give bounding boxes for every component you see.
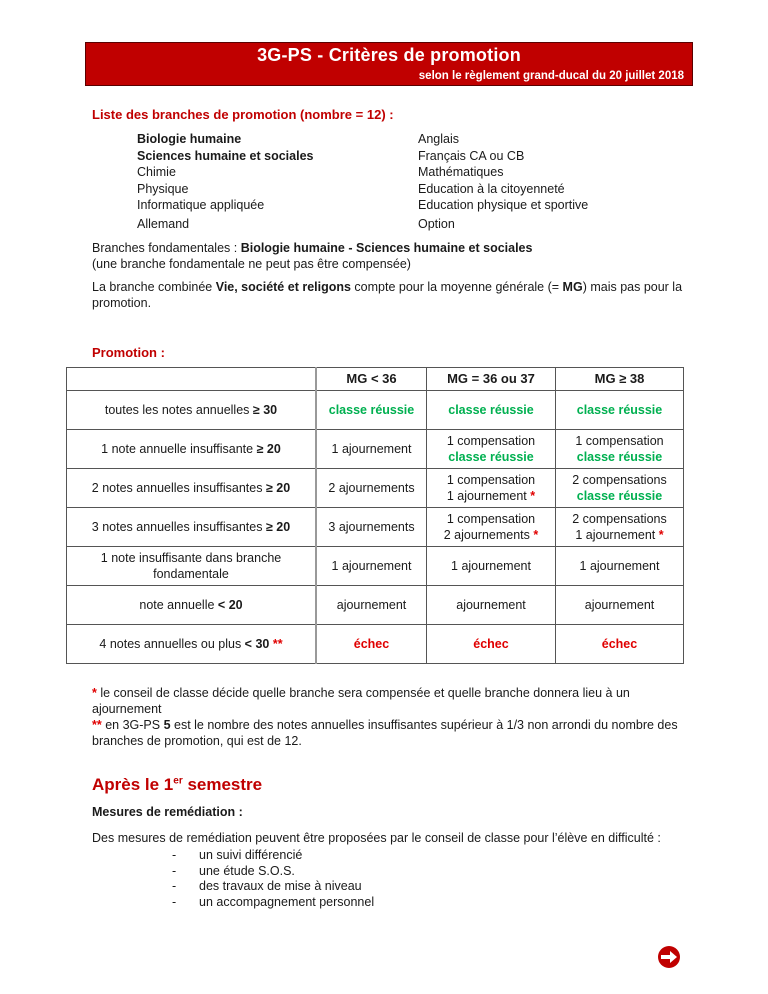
outcome-cell [316, 547, 427, 586]
table-row [67, 625, 684, 664]
criterion-text: toutes les notes annuelles [104, 403, 253, 417]
outcome-text: ajournement [584, 598, 655, 612]
footnote-one-text: le conseil de classe décide quelle branche sera compensée et quelle branche donnera lieu à un ajournement [92, 686, 630, 716]
outcome-text: ajournement [336, 598, 407, 612]
fundamentals-prefix: Branches fondamentales : [92, 241, 241, 255]
outcome-cell [427, 430, 556, 469]
footnote-marker: * [658, 528, 664, 542]
branches-heading: Liste des branches de promotion (nombre = 12) : [92, 107, 394, 122]
outcome-text: classe réussie [328, 403, 415, 417]
criterion-cell [67, 547, 317, 586]
criterion-cell [67, 508, 317, 547]
list-item-text: une étude S.O.S. [199, 863, 295, 878]
outcome-text: 1 compensation [575, 434, 664, 448]
outcome-text: 1 compensation [446, 512, 536, 526]
criterion-text: 1 note annuelle insuffisante [101, 442, 257, 456]
criterion-cell [67, 625, 317, 664]
branch-item: Mathématiques [418, 165, 504, 179]
column-header: MG = 36 ou 37 [427, 368, 556, 391]
combined-text-mid: compte pour la moyenne générale (= [350, 280, 563, 294]
page-title: 3G-PS - Critères de promotion [257, 45, 521, 65]
outcome-cell [316, 586, 427, 625]
fundamentals-branches: Biologie humaine - Sciences humaine et sociales [240, 241, 533, 255]
footnote-two-pre: en 3G-PS [101, 718, 164, 732]
branch-item: Option [418, 216, 455, 231]
bullet-dash: - [172, 879, 177, 893]
combined-text-pre: La branche combinée [92, 280, 216, 294]
outcome-cell [316, 430, 427, 469]
criterion-text: 4 notes annuelles ou plus [99, 637, 245, 651]
criterion-cell [67, 469, 317, 508]
outcome-cell [556, 430, 684, 469]
footnote-marker: ** [272, 637, 283, 651]
criterion-text: 1 note insuffisante dans branche fondamentale [100, 551, 282, 581]
outcome-text: 1 ajournement [575, 528, 656, 542]
column-header: MG < 36 [316, 368, 427, 391]
outcome-text: ajournement [456, 598, 526, 612]
branch-item: Sciences humaine et sociales [137, 148, 314, 163]
outcome-cell [556, 469, 684, 508]
footnote-two-number: 5 [163, 718, 171, 732]
criterion-threshold: < 30 [244, 637, 270, 651]
outcome-text: 2 compensations [572, 512, 667, 526]
outcome-text: échec [353, 637, 390, 651]
outcome-text: 2 ajournements [443, 528, 530, 542]
outcome-text: échec [473, 637, 509, 651]
outcome-cell [427, 547, 556, 586]
table-row [67, 547, 684, 586]
outcome-cell [556, 508, 684, 547]
criterion-threshold: < 20 [217, 598, 243, 612]
bullet-dash: - [172, 848, 177, 862]
criterion-text: 3 notes annuelles insuffisantes [91, 520, 266, 534]
list-item [172, 879, 374, 895]
outcome-text: 1 ajournement [579, 559, 660, 573]
outcome-text: 3 ajournements [328, 520, 415, 534]
footnote-marker: * [530, 489, 536, 503]
branch-item: Chimie [137, 165, 176, 179]
footnote-one [92, 685, 692, 717]
outcome-text: classe réussie [576, 450, 663, 464]
promotion-table [66, 367, 684, 664]
outcome-cell [316, 391, 427, 430]
title-banner [85, 42, 693, 86]
branch-item: Anglais [418, 132, 459, 146]
outcome-text: classe réussie [448, 450, 534, 464]
outcome-cell [427, 625, 556, 664]
combined-branch-paragraph [92, 279, 692, 311]
outcome-cell [427, 508, 556, 547]
outcome-cell [427, 469, 556, 508]
fundamentals-paragraph [92, 240, 692, 272]
table-header-row [67, 368, 684, 391]
outcome-cell [556, 391, 684, 430]
branch-item: Allemand [137, 216, 190, 231]
outcome-text: classe réussie [576, 489, 663, 503]
bullet-dash: - [172, 863, 177, 878]
branch-item: Français CA ou CB [418, 148, 525, 163]
outcome-text: échec [601, 637, 638, 651]
list-item [172, 895, 374, 911]
footnote-marker: * [533, 528, 539, 542]
branch-item: Informatique appliquée [137, 198, 265, 212]
branches-left-column [137, 131, 313, 232]
criterion-threshold: ≥ 20 [256, 442, 281, 456]
branch-item: Physique [137, 181, 189, 196]
outcome-text: classe réussie [448, 403, 534, 417]
criterion-cell [67, 430, 317, 469]
outcome-text: 1 ajournement [446, 489, 527, 503]
outcome-cell [427, 586, 556, 625]
table-row [67, 469, 684, 508]
remediation-intro: Des mesures de remédiation peuvent être proposées par le conseil de classe pour l’élève en difficulté : [92, 831, 661, 845]
outcome-cell [316, 625, 427, 664]
list-item-text: des travaux de mise à niveau [199, 879, 362, 893]
combined-branch-name: Vie, société et religons [215, 280, 351, 294]
footnote-star: * [92, 686, 97, 700]
table-row [67, 430, 684, 469]
table-row [67, 508, 684, 547]
column-header [67, 368, 317, 391]
mg-abbrev: MG [562, 280, 583, 294]
remediation-list [172, 848, 374, 910]
arrow-right-circle-icon[interactable] [656, 944, 682, 970]
criterion-threshold: ≥ 20 [265, 520, 291, 534]
footnote-two-post: est le nombre des notes annuelles insuffisantes supérieur à 1/3 non arrondi du nombre des branches de promotion, qui est de 12. [92, 718, 678, 748]
branch-item: Education physique et sportive [418, 198, 589, 212]
branches-right-column [418, 131, 588, 232]
fundamentals-note: (une branche fondamentale ne peut pas être compensée) [92, 257, 411, 271]
list-item [172, 848, 374, 864]
list-item-text: un suivi différencié [199, 848, 303, 862]
outcome-text: 1 ajournement [331, 559, 412, 573]
criterion-threshold: ≥ 20 [265, 481, 291, 495]
semester-heading-pre: Après le 1 [92, 775, 174, 794]
page-subtitle: selon le règlement grand-ducal du 20 juillet 2018 [418, 70, 684, 82]
bullet-dash: - [172, 894, 177, 909]
remediation-heading: Mesures de remédiation : [92, 805, 243, 819]
list-item-text: un accompagnement personnel [199, 894, 375, 909]
outcome-text: classe réussie [576, 403, 663, 417]
promotion-heading: Promotion : [92, 345, 165, 360]
semester-heading [92, 775, 262, 795]
outcome-text: 1 compensation [446, 473, 536, 487]
list-item [172, 864, 374, 880]
branch-item: Education à la citoyenneté [418, 181, 565, 196]
outcome-text: 2 compensations [572, 473, 667, 487]
outcome-text: 2 ajournements [328, 481, 415, 495]
criterion-cell [67, 586, 317, 625]
outcome-cell [556, 547, 684, 586]
semester-heading-sup: er [173, 775, 183, 787]
outcome-cell [316, 508, 427, 547]
criterion-text: note annuelle [139, 598, 218, 612]
table-row [67, 391, 684, 430]
branch-item: Biologie humaine [137, 132, 242, 146]
combined-text-post: ) mais pas pour la promotion. [92, 280, 683, 310]
footnote-two [92, 717, 697, 749]
outcome-text: 1 ajournement [451, 559, 531, 573]
criterion-text: 2 notes annuelles insuffisantes [91, 481, 266, 495]
outcome-cell [556, 586, 684, 625]
outcome-text: 1 compensation [446, 434, 536, 448]
outcome-cell [556, 625, 684, 664]
criterion-threshold: ≥ 30 [252, 403, 278, 417]
outcome-cell [427, 391, 556, 430]
column-header: MG ≥ 38 [556, 368, 684, 391]
outcome-cell [316, 469, 427, 508]
table-row [67, 586, 684, 625]
footnote-double-star: ** [92, 718, 102, 732]
outcome-text: 1 ajournement [331, 442, 412, 456]
criterion-cell [67, 391, 317, 430]
semester-heading-post: semestre [182, 775, 263, 794]
